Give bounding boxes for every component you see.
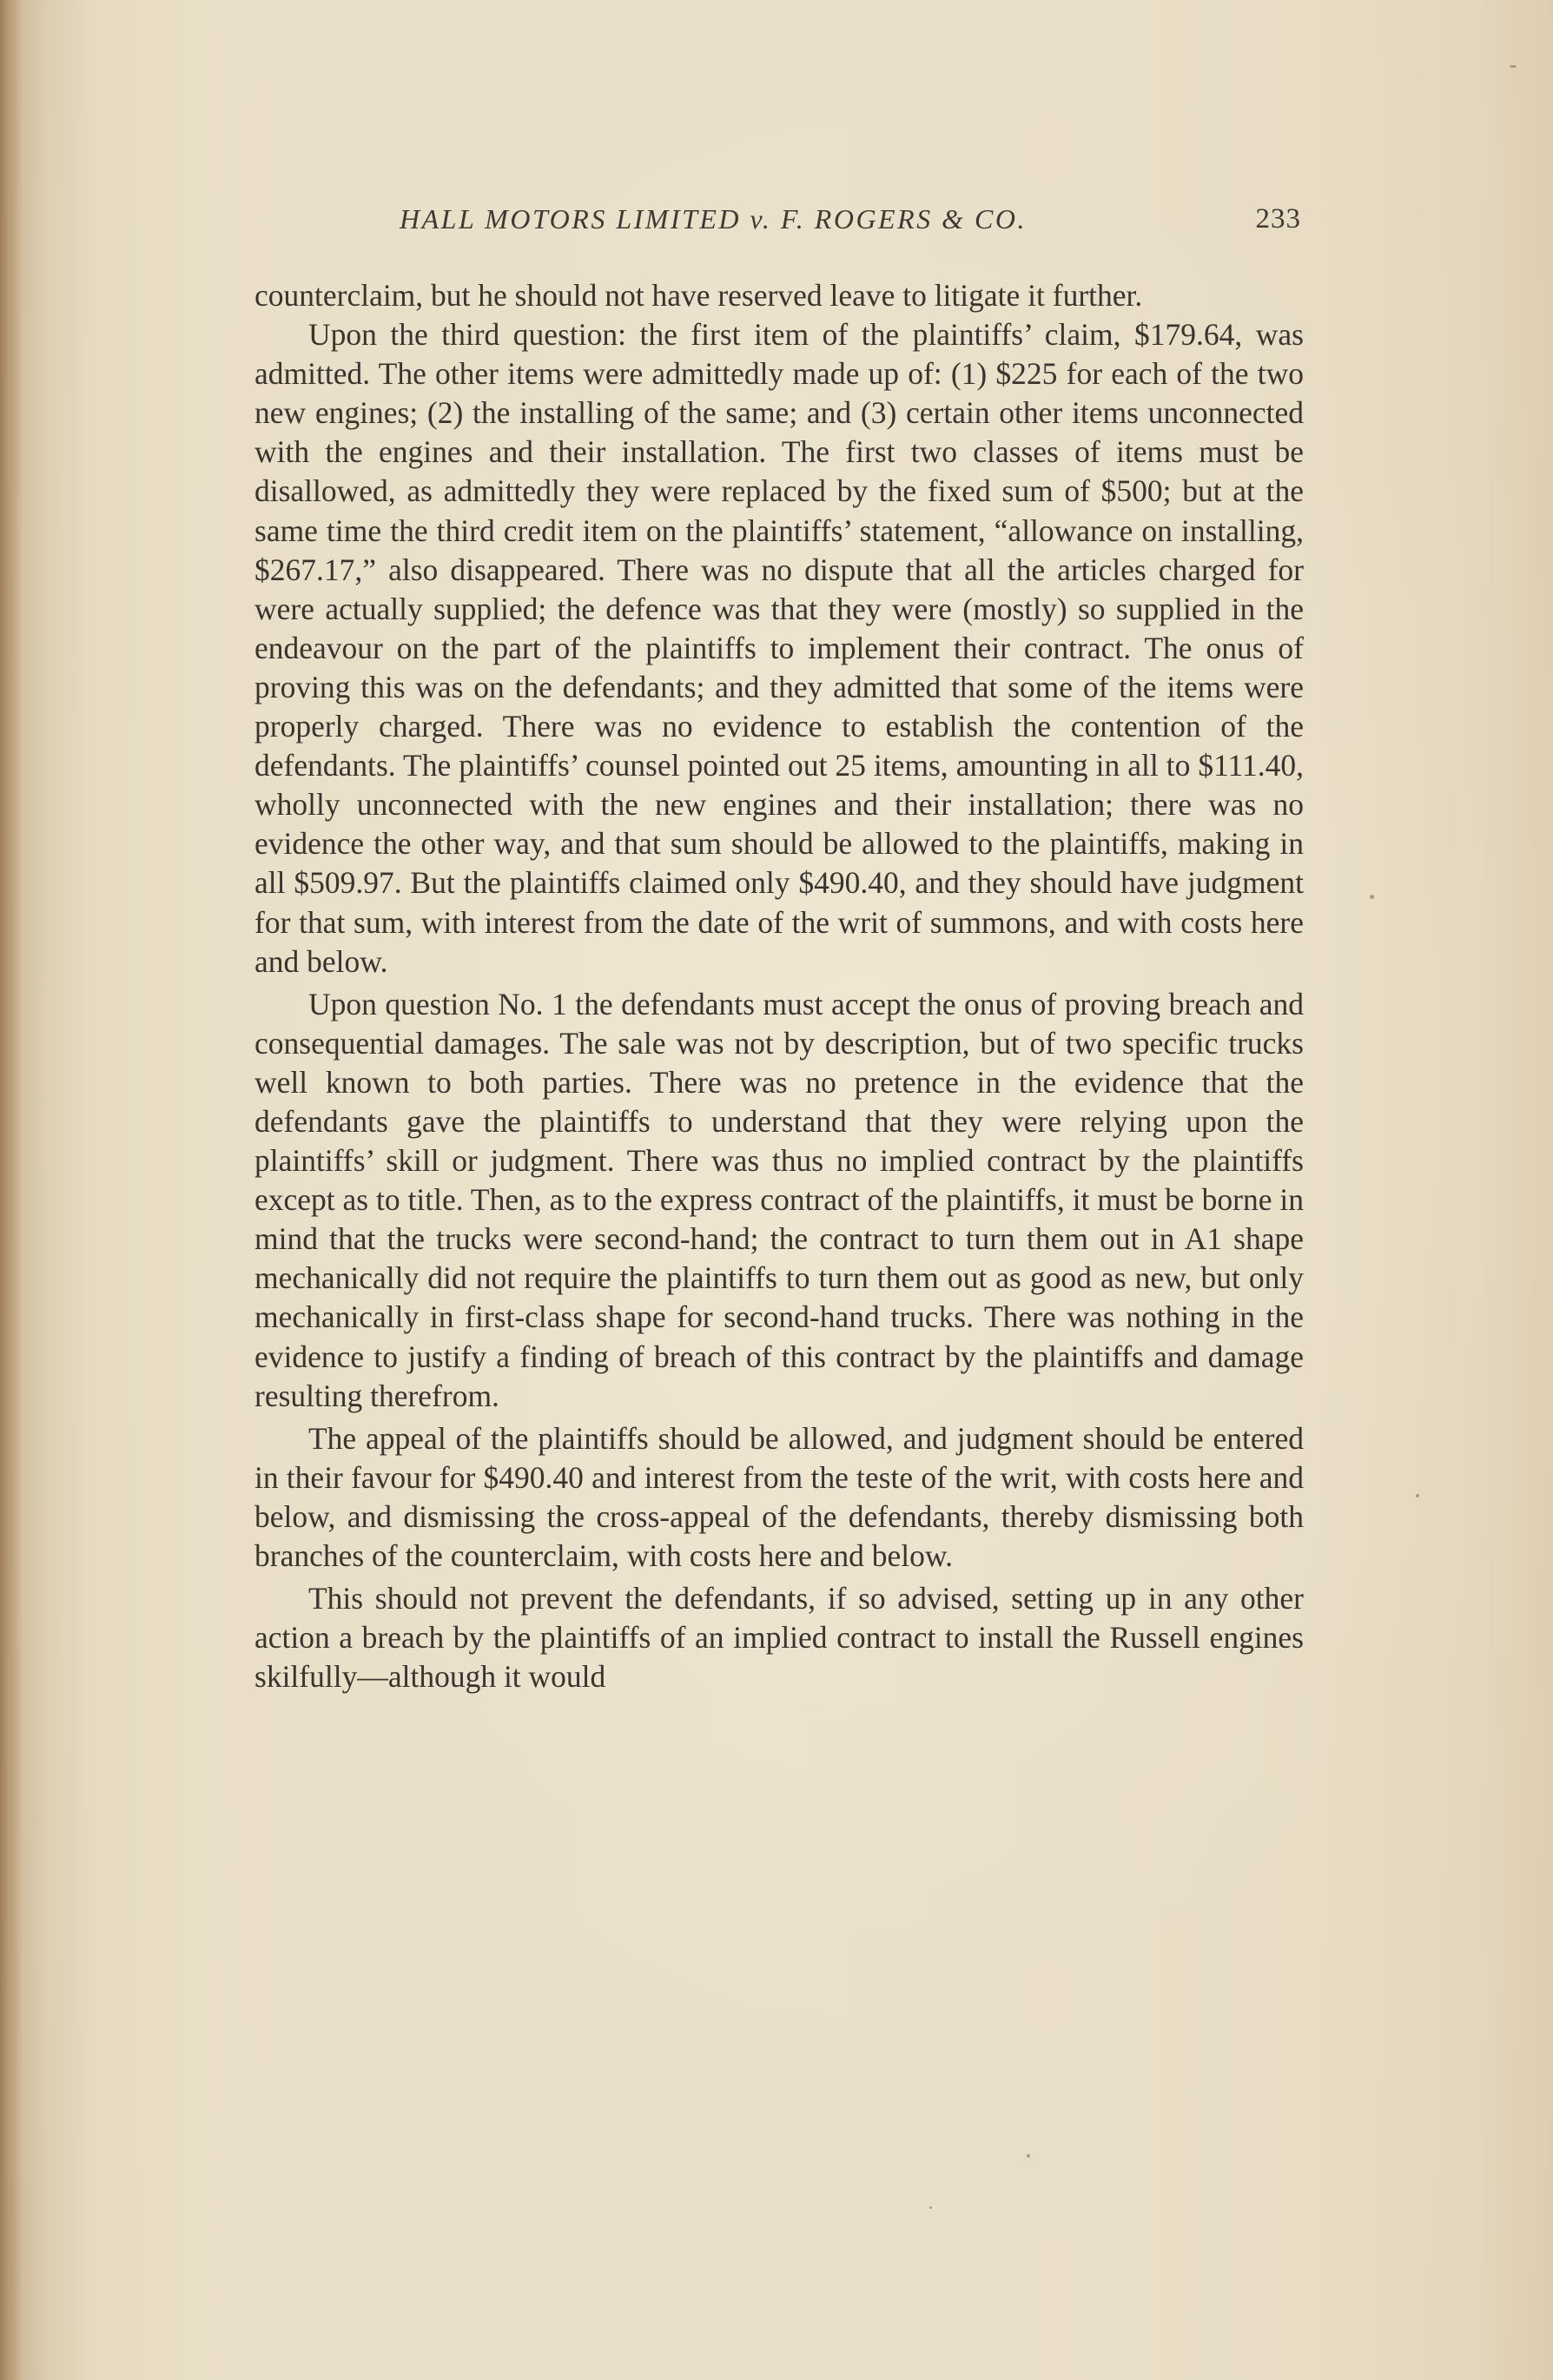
running-head-title: HALL MOTORS LIMITED v. F. ROGERS & CO. xyxy=(400,203,1027,235)
page-gutter-shadow xyxy=(0,0,23,2380)
paper-speck xyxy=(1416,1494,1419,1497)
paper-speck xyxy=(1510,65,1517,68)
page-number: 233 xyxy=(1255,203,1301,235)
running-head xyxy=(252,198,1301,243)
paragraph-1: counterclaim, but he should not have reserved leave to litigate it further. xyxy=(254,278,1143,313)
paragraph-3: Upon question No. 1 the defendants must accept the onus of proving breach and consequential damages. The sale was not by description, but of two specific trucks well known to both parties. There was no pretence in the evidence that the defendants gave the plaintiffs to understand that they were relying upon the plaintiffs’ skill or judgment. There was thus no implied contract by the plaintiffs except as to title. Then, as to the express contract of the plaintiffs, it must be borne in mind that the trucks were second-hand; the contract to turn them out in A1 shape mechanically did not require the plaintiffs to turn them out as good as new, but only mechanically in first-class shape for second-hand trucks. There was nothing in the evidence to justify a finding of breach of this contract by the plaintiffs and damage resulting therefrom. xyxy=(254,986,1304,1413)
paper-speck xyxy=(929,2206,932,2209)
paragraph-4: The appeal of the plaintiffs should be allowed, and judgment should be entered in their favour for $490.40 and interest from the teste of the writ, with costs here and below, and dismissing the cross-appeal of the defendants, thereby dismissing both branches of the counterclaim, with costs here and below. xyxy=(254,1420,1304,1573)
paragraph-5: This should not prevent the defendants, if so advised, setting up in any other action a breach by the plaintiffs of an implied contract to install the Russell engines skilfully—although it would xyxy=(254,1581,1304,1695)
paper-speck xyxy=(1027,2154,1030,2158)
body-text xyxy=(254,276,1304,1696)
paragraph-2: Upon the third question: the first item of the plaintiffs’ claim, $179.64, was admitted. The other items were admittedly made up of: (1) $225 for each of the two new engines; (2) the installing of the same; and (3) certain other items unconnected with the engines and their installation. The first two classes of items must be disallowed, as admittedly they were replaced by the fixed sum of $500; but at the same time the third credit item on the plaintiffs’ statement, “allowance on installing, $267.17,” also disappeared. There was no dispute that all the articles charged for were actually supplied; the defence was that they were (mostly) so supplied in the endeavour on the part of the plaintiffs to implement their contract. The onus of proving this was on the defendants; and they admitted that some of the items were properly charged. There was no evidence to establish the contention of the defendants. The plaintiffs’ counsel pointed out 25 items, amounting in all to $111.40, wholly unconnected with the new engines and their installation; there was no evidence the other way, and that sum should be allowed to the plaintiffs, making in all $509.97. But the plaintiffs claimed only $490.40, and they should have judgment for that sum, with interest from the date of the writ of summons, and with costs here and below. xyxy=(254,317,1304,979)
paper-speck xyxy=(1370,895,1374,899)
